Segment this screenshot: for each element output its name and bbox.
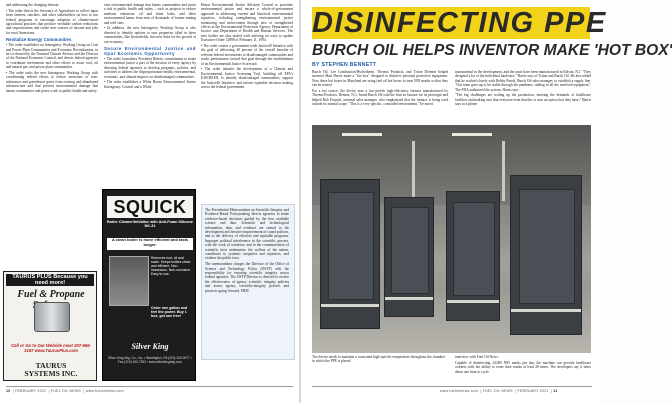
headline-banner <box>312 7 607 39</box>
page-number: 11 <box>553 389 558 393</box>
cabinet-stripe <box>385 297 433 300</box>
right-column-1 <box>312 70 448 108</box>
ad-offer: Order one gallon and feel the power. Buy 1 box, get one free! <box>151 306 188 319</box>
ad-brand: SQUICK <box>107 196 193 218</box>
publication-name: FUEL OIL NEWS <box>482 389 513 393</box>
left-column-3 <box>201 3 293 91</box>
hot-box-cabinet <box>320 179 380 329</box>
paragraph: House Environmental Justice Advisory Council to prioritize environmental justice and ensure a whole-of-government approach to addressing current and historical environmental injustices, including strengthening environmental justice monitoring and enforcement through new or strengthened offices at the Environmental Protection Agency, Department of Justice, and Department of Health and Human Services. The new bodies are also tasked with advising on ways to update Executive Order 12898 of February 11, 1994. <box>201 3 293 43</box>
right-column-3 <box>455 355 591 375</box>
ad-logo: TAURUS SYSTEMS INC. <box>24 361 78 378</box>
issue-date: FEBRUARY 2021 <box>15 389 47 393</box>
section-heading: Secure Environmental Justice and Spur Economic Opportunity <box>104 46 196 57</box>
paragraph: interview with Fuel Oil News. <box>455 355 499 359</box>
deck: BURCH OIL HELPS INVENTOR MAKE 'HOT BOX' <box>312 42 672 59</box>
hot-box-cabinet <box>446 191 500 321</box>
photo-caption: The device needs to maintain a consistent high specific temperature throughout the chamber in which the PPE is placed. <box>312 355 445 364</box>
left-column-2 <box>104 3 196 91</box>
ad-call-to-action: Call or Go to Our Website now! 207-666-3167 www.TaurusPlus.com <box>11 343 91 353</box>
cabinet-door <box>519 189 574 305</box>
paragraph: • The order establishes an Interagency Working Group on Coal and Power Plant Communities and Economic Revitalization, to be co-chaired by the National Climate Advisor and the Director of the National Economic Council, and directs federal agencies to coordinate investments and other efforts to assist coal, oil and natural gas, and power plant communities. <box>6 43 98 70</box>
duct-pipe <box>502 141 505 201</box>
ceiling-light <box>342 133 382 136</box>
cabinet-stripe <box>511 309 581 312</box>
taurus-ad <box>3 271 97 381</box>
sidebar-text <box>205 208 289 295</box>
propane-tank-icon <box>34 302 70 332</box>
cabinet-door <box>328 192 374 301</box>
paragraph: Burch Oil, Lee Combustion/Hydrotherm, Thermo Products, and Triton Defense helped inventor Matt Harris make a "hot box" designed to disinfect personal protective equipment. Now these hot boxes in Maryland are using fuel oil hot boxes to treat N95 masks so that they can be reused. <box>312 70 448 88</box>
paragraph: • The order directs the Secretary of Agriculture to collect input from farmers, ranchers, and other stakeholders on how to use federal programs to encourage adoption of climate-smart agricultural practices that produce verifiable carbon reductions and sequestrations and create new sources of income and jobs for rural Americans. <box>6 8 98 35</box>
paragraph: The memorandum charges the Director of the Office of Science and Technology Policy (OSTP) with the responsibility for ensuring scientific integrity across federal agencies. The OSTP Director is directed to review the effectiveness of agency scientific integrity policies and assess agency scientific-integrity policies and practices going forward. FBM <box>205 262 289 293</box>
left-column-1 <box>6 3 98 94</box>
section-heading: Revitalize Energy Communities <box>6 37 72 43</box>
left-page <box>0 0 299 403</box>
paragraph: Capable of disinfecting 24,000 N95 masks per day, the machine can provide healthcare workers with the ability to reuse their masks at least 20 times. The developers say it takes about one hour to cycle. <box>455 360 591 374</box>
hot-box-cabinet <box>510 175 582 335</box>
paragraph: The Presidential Memorandum on Scientific Integrity and Evidence-Based Policymaking directs agencies to make evidence-based decisions guided by the best available science and data. Scientific and technological information, data, and evidence are central to the development and iterative improvement of sound policies, and to the delivery of effective and equitable programs. Improper political interference in the scientific process, with the work of scientists, and in the communication of scientific facts undermines the welfare of the nation, contributes to systemic inequities and injustices, and violates the public trust. <box>205 208 289 261</box>
ad-subtitle: Boiler Cleaner/Inhibitor with Anti-Foam Silicone NK-31 <box>107 220 193 229</box>
headline: DISINFECTING PPE <box>312 7 607 39</box>
publication-name: FUEL OIL NEWS <box>50 389 82 393</box>
right-footer: www.fueloilnews.com | FUEL OIL NEWS | FEBRUARY 2021 | 11 <box>440 389 558 393</box>
ceiling-light <box>452 133 492 136</box>
ad-banner: TAURUS PLUS Because you need more! <box>6 274 94 286</box>
boiler-photo <box>109 256 149 306</box>
byline: BY STEPHEN BENNETT <box>312 62 377 68</box>
ad-title: Fuel & Propane <box>17 289 85 300</box>
paragraph: • The order formalizes President Biden's commitment to make environmental justice a part of the mission of every agency by directing federal agencies to develop programs, policies, and activities to address the disproportionate health, environmental, economic, and climate impacts on disadvantaged communities. <box>104 57 196 79</box>
cabinet-door <box>453 202 495 296</box>
paragraph: vent environmental damage that harms communities and poses a risk to public health and safety – such as projects to reduce methane emissions, oil and brine leaks, and other environmental harms from tens of thousands of former mining and well sites. <box>104 3 196 25</box>
paragraph: For a hot source, the device uses a low-profile high-efficiency furnace manufactured by Thermo Products. Denton, N.C.-based Burch Oil sold the firm its furnace for its prototype and helped Rob Pospisil, national sales manager, who emphasized that the furnace is being used outside its normal scope. "This is a very specific, controlled environment," he noted. <box>312 89 448 107</box>
paragraph: • The order establishes a White House Environmental Justice Interagency Council and a White <box>104 80 196 89</box>
paragraph: • The order initiates the development of a Climate and Environmental Justice Screening Tool, building off EPA's EJSCREEN, to identify disadvantaged communities, support the Justice40 Initiative, and inform equitable decision making across the federal government. <box>201 67 293 90</box>
ad-benefits: Removes rust, oil and scale. Keeps boilers clean and efficient. Non-hazardous. Non-corrosive. Easy to use. <box>151 256 191 276</box>
page-number: 10 <box>6 389 11 393</box>
hot-box-cabinet <box>384 197 434 317</box>
paragraph: and addressing the changing climate. <box>6 3 60 7</box>
left-footer: 10 | FEBRUARY 2021 | FUEL OIL NEWS | www.fueloilnews.com <box>6 389 124 393</box>
ad-address: Silver King Mfg. Co., Inc. • Warrington, PA (215) 343-0077 • Fax (215) 343-7392 • www.silverkingmfg.com <box>108 356 192 364</box>
issue-date: FEBRUARY 2021 <box>517 389 549 393</box>
paragraph: instrumental in the development, and the units have been manufactured in Edison, N.J. "They designed a lot of the individual hardware," Harris says of Triton and Burch Oil. He also added that he worked closely with Bobby Parish, Burch Oil sales manager, to establish a supply line. "Our team gave up to be stable through the pandemic, adding to all the involved equipment." The FDA authorized the system, Harris says. <box>455 70 591 92</box>
footer-rule <box>6 386 293 387</box>
right-column-2 <box>455 70 591 108</box>
cabinet-stripe <box>447 300 499 303</box>
website: www.fueloilnews.com <box>85 389 124 393</box>
ad-slogan: A clean boiler is more efficient and lasts longer. <box>107 238 193 250</box>
website: www.fueloilnews.com <box>440 389 478 393</box>
paragraph: • The order creates a government-wide Justice40 Initiative with the goal of delivering 40 percent of the overall benefits of relevant federal investments to disadvantaged communities and tracks performance toward that goal through the establishment of an Environmental Justice Scorecard. <box>201 44 293 66</box>
paragraph: • In addition, the new Interagency Working Group is also directed to identify options to turn properties idled in these communities, like brownfields, into new hubs for the growth of our economy. <box>104 26 196 44</box>
duct-pipe <box>412 141 415 201</box>
squick-ad <box>102 189 196 381</box>
footer-rule <box>312 386 592 387</box>
paragraph: "The big challenges are scaling up the production, meeting the demands of healthcare facilities and making sure that everyone even that this is now an option that they have," Harris says in a phone <box>455 93 591 107</box>
paragraph: • The order tasks the new Interagency Working Group with coordinating federal efforts to reduce emissions of toxic substances and greenhouse gases from existing and abandoned infrastructure and that prevent environmental damage that harms communities and poses a risk to public health and safety. <box>6 71 98 93</box>
hot-box-photo <box>312 125 591 353</box>
cabinet-door <box>391 207 429 294</box>
cabinet-stripe <box>321 304 379 307</box>
silver-king-logo: Silver King <box>131 342 169 351</box>
